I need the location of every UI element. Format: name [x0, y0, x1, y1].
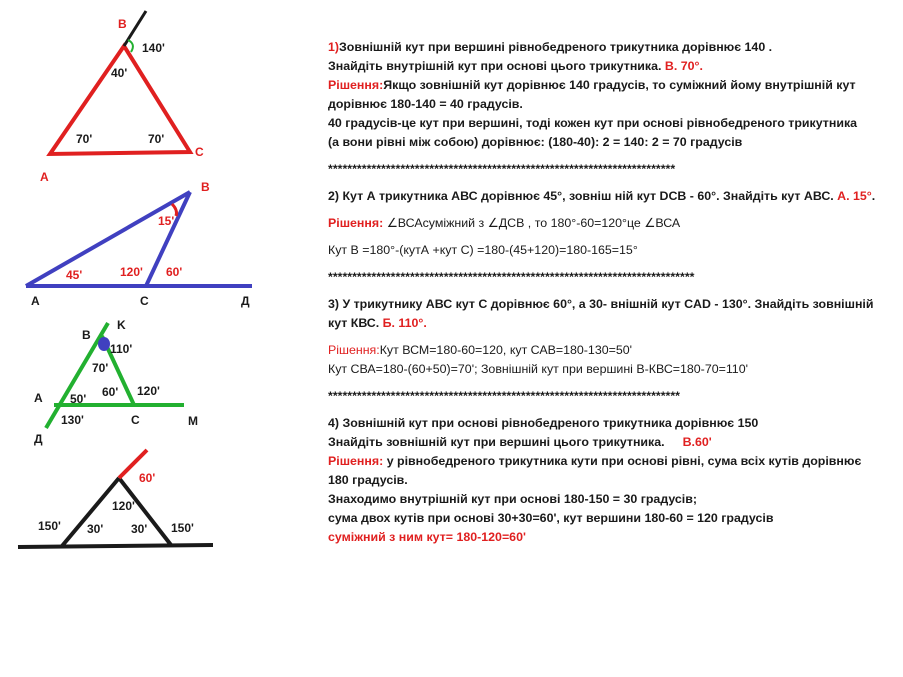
solutions-text	[328, 38, 893, 547]
figure-3	[34, 318, 198, 446]
figure-4-angle-top: 120'	[112, 499, 135, 513]
problem-1-solution-label: Рішення:	[328, 78, 384, 92]
figure-2-label-d: Д	[241, 294, 250, 308]
figure-3-label-a: A	[34, 391, 43, 405]
figure-2-label-b: B	[201, 180, 210, 194]
figure-2-angle-15: 15'	[158, 214, 175, 228]
figure-2-label-a: A	[31, 294, 40, 308]
problem-3-line-3	[328, 341, 893, 360]
figure-1-angle-top: 40'	[111, 66, 128, 80]
figure-3-label-m: M	[188, 414, 198, 428]
figure-1-angle-right: 70'	[148, 132, 165, 146]
problem-3-line-1: 3) У трикутнику АВС кут С дорівнює 60°, а 30- внішній кут CAD - 130°. Знайдіть зовнішній	[328, 297, 874, 311]
problem-4-solution-1: у рівнобедреного трикутника кути при основі рівні, сума всіх кутів дорівнює	[383, 454, 862, 468]
problem-4-line-1: 4) Зовнішній кут при основі рівнобедреного трикутника дорівнює 150	[328, 416, 759, 430]
figure-2-label-c: C	[140, 294, 149, 308]
figure-4-angle-right-ext: 150'	[171, 521, 194, 535]
problem-3-solution-1: Кут ВСМ=180-60=120, кут САВ=180-130=50'	[379, 343, 632, 357]
problem-4-solution-label: Рішення:	[328, 454, 384, 468]
problem-4-line-6: сума двох кутів при основі 30+30=60', кут вершини 180-60 = 120 градусів	[328, 511, 774, 525]
problem-1-question-2: Знайдіть внутрішній кут при основі цього трикутника.	[328, 59, 662, 73]
problem-2-line-1	[328, 187, 893, 206]
figure-1-label-b: B	[118, 17, 127, 31]
separator-2: ****************************************************************************	[328, 270, 695, 284]
problem-3-solution-label: Рішення:	[328, 343, 380, 357]
figure-3-label-k: K	[117, 318, 126, 332]
figure-3-angle-marker	[98, 337, 110, 351]
problem-4-line-5: Знаходимо внутрішній кут при основі 180-150 = 30 градусів;	[328, 492, 697, 506]
figure-1-angle-left: 70'	[76, 132, 93, 146]
figure-3-angle-60: 60'	[102, 385, 119, 399]
problem-1-line-3	[328, 76, 893, 95]
figure-3-angle-50: 50'	[70, 392, 87, 406]
figure-1-label-a: A	[40, 170, 49, 184]
problem-4-answer: В.60'	[682, 435, 712, 449]
figure-2-angle-120: 120'	[120, 265, 143, 279]
figure-4-angle-left-ext: 150'	[38, 519, 61, 533]
problem-3-answer: Б. 110°.	[379, 316, 427, 330]
problem-1-line-4: дорівнює 180-140 = 40 градусів.	[328, 97, 523, 111]
figure-4-angle-right: 30'	[131, 522, 148, 536]
separator-1: ************************************************************************	[328, 162, 676, 176]
problem-1-line-6: (а вони рівні між собою) дорівнює: (180-40): 2 = 140: 2 = 70 градусів	[328, 135, 743, 149]
problem-4-line-2	[328, 433, 893, 452]
problem-1-solution-1: Якщо зовнішній кут дорівнює 140 градусів, то суміжний йому внутрішній кут	[383, 78, 856, 92]
problem-2-line-3: Кут В =180°-(кутА +кут С) =180-(45+120)=180-165=15°	[328, 243, 638, 257]
problem-2-answer: А. 15°	[833, 189, 872, 203]
problem-4-line-3	[328, 452, 893, 471]
problem-1-question: Зовнішній кут при вершині рівнобедреного трикутника дорівнює 140 .	[339, 40, 773, 54]
problem-2-solution-label: Рішення:	[328, 216, 384, 230]
problem-3-line-2	[328, 314, 893, 333]
problem-3-line-4: Кут СВА=180-(60+50)=70'; Зовнішній кут при вершині В-КВС=180-70=110'	[328, 362, 748, 376]
problem-4-line-4: 180 градусів.	[328, 473, 408, 487]
figure-1	[40, 11, 204, 184]
figure-2-angle-45: 45'	[66, 268, 83, 282]
problem-4-question-2: Знайдіть зовнішній кут при вершині цього трикутника.	[328, 435, 665, 449]
figure-4-angle-ext: 60'	[139, 471, 156, 485]
problem-3-question-2: кут КВС.	[328, 316, 380, 330]
figure-4	[18, 450, 213, 547]
figure-1-label-c: C	[195, 145, 204, 159]
problem-1-line-1	[328, 38, 893, 57]
figure-3-angle-70: 70'	[92, 361, 109, 375]
figure-3-label-c: C	[131, 413, 140, 427]
figure-4-baseline	[18, 545, 213, 547]
figure-4-angle-left: 30'	[87, 522, 104, 536]
figure-3-angle-130: 130'	[61, 413, 84, 427]
problem-2-question-end: .	[871, 189, 876, 203]
figure-3-angle-110: 110'	[110, 342, 133, 356]
figure-3-label-d: Д	[34, 432, 43, 446]
figure-2-angle-60: 60'	[166, 265, 183, 279]
problem-2-question: 2) Кут А трикутника АВС дорівнює 45°, зовніш ній кут DCB - 60°. Знайдіть кут АВС.	[328, 189, 834, 203]
problem-2-solution-1: ∠ВСАсуміжний з ∠ДСВ , то 180°-60=120°це ∠ВСА	[383, 216, 681, 230]
figure-2	[26, 180, 252, 308]
problem-1-line-5: 40 градусів-це кут при вершині, тоді кожен кут при основі рівнобедреного трикутника	[328, 116, 858, 130]
problem-2-line-2	[328, 214, 893, 233]
problem-4-line-7: суміжний з ним кут= 180-120=60'	[328, 530, 526, 544]
problem-1-line-2	[328, 57, 893, 76]
problem-1-number: 1)	[328, 40, 340, 54]
problem-1-answer: В. 70°.	[661, 59, 703, 73]
figure-1-triangle	[50, 46, 190, 154]
figure-3-angle-120: 120'	[137, 384, 160, 398]
figure-1-angle-ext: 140'	[142, 41, 165, 55]
separator-3: *************************************************************************	[328, 389, 681, 403]
figure-3-label-b: B	[82, 328, 91, 342]
